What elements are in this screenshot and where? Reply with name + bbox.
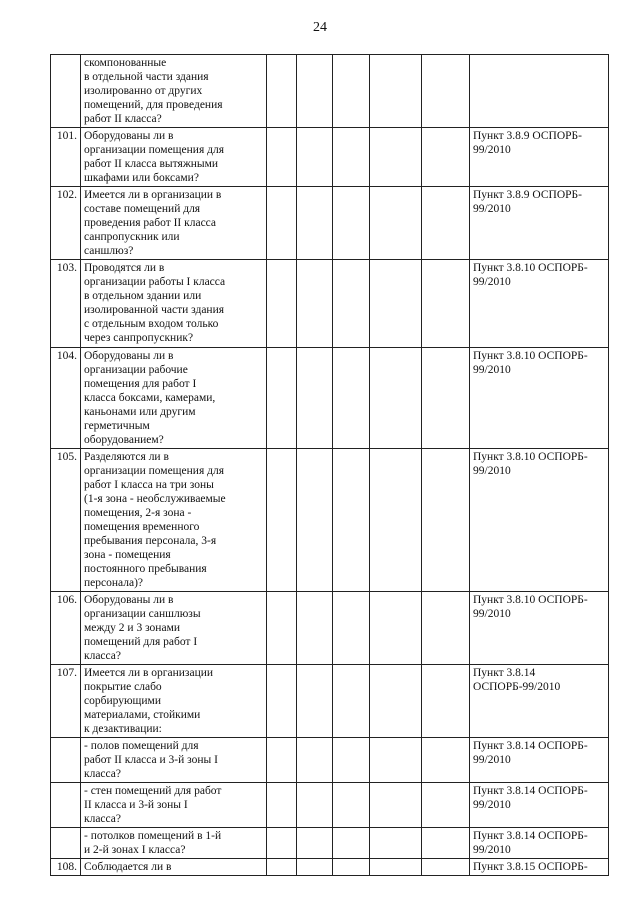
row-number <box>51 828 81 859</box>
answer-cell <box>422 828 470 859</box>
table-row <box>51 348 609 449</box>
answer-cell <box>297 128 333 187</box>
answer-cell <box>422 128 470 187</box>
row-number: 103. <box>51 260 81 348</box>
answer-cell <box>370 592 422 665</box>
answer-cell <box>267 592 297 665</box>
row-number: 101. <box>51 128 81 187</box>
answer-cell <box>267 738 297 783</box>
answer-cell <box>422 859 470 876</box>
answer-cell <box>422 665 470 738</box>
answer-cell <box>267 128 297 187</box>
answer-cell <box>422 449 470 592</box>
answer-cell <box>297 592 333 665</box>
question-text: - стен помещений для работ II класса и 3-й зоны I класса? <box>81 783 267 828</box>
answer-cell <box>333 55 370 128</box>
answer-cell <box>333 348 370 449</box>
question-text: Имеется ли в организации в составе помещений для проведения работ II класса санпропускник или саншлюз? <box>81 187 267 260</box>
table-row <box>51 55 609 128</box>
answer-cell <box>333 128 370 187</box>
row-number: 102. <box>51 187 81 260</box>
answer-cell <box>267 55 297 128</box>
answer-cell <box>297 783 333 828</box>
table-row <box>51 592 609 665</box>
answer-cell <box>333 828 370 859</box>
answer-cell <box>333 449 370 592</box>
answer-cell <box>297 55 333 128</box>
answer-cell <box>267 828 297 859</box>
question-text: Оборудованы ли в организации рабочие помещения для работ I класса боксами, камерами, каньонами или другим герметичным оборудованием? <box>81 348 267 449</box>
answer-cell <box>422 738 470 783</box>
question-text: Соблюдается ли в <box>81 859 267 876</box>
answer-cell <box>422 260 470 348</box>
reference-text: Пункт 3.8.15 ОСПОРБ- <box>470 859 609 876</box>
answer-cell <box>370 828 422 859</box>
answer-cell <box>297 260 333 348</box>
answer-cell <box>333 859 370 876</box>
reference-text: Пункт 3.8.10 ОСПОРБ- 99/2010 <box>470 592 609 665</box>
answer-cell <box>370 348 422 449</box>
question-text: Оборудованы ли в организации саншлюзы между 2 и 3 зонами помещений для работ I класса? <box>81 592 267 665</box>
question-text: Проводятся ли в организации работы I класса в отдельном здании или изолированной части здания с отдельным входом только через санпропускник? <box>81 260 267 348</box>
answer-cell <box>370 55 422 128</box>
table-row <box>51 260 609 348</box>
reference-text: Пункт 3.8.9 ОСПОРБ- 99/2010 <box>470 128 609 187</box>
reference-text: Пункт 3.8.10 ОСПОРБ- 99/2010 <box>470 449 609 592</box>
row-number <box>51 55 81 128</box>
row-number: 107. <box>51 665 81 738</box>
row-number <box>51 738 81 783</box>
reference-text: Пункт 3.8.14 ОСПОРБ- 99/2010 <box>470 828 609 859</box>
answer-cell <box>267 348 297 449</box>
answer-cell <box>370 738 422 783</box>
answer-cell <box>370 260 422 348</box>
answer-cell <box>267 187 297 260</box>
answer-cell <box>370 859 422 876</box>
row-number: 106. <box>51 592 81 665</box>
answer-cell <box>297 859 333 876</box>
answer-cell <box>370 128 422 187</box>
answer-cell <box>267 449 297 592</box>
answer-cell <box>297 665 333 738</box>
answer-cell <box>370 187 422 260</box>
reference-text: Пункт 3.8.10 ОСПОРБ- 99/2010 <box>470 348 609 449</box>
answer-cell <box>370 783 422 828</box>
answer-cell <box>333 592 370 665</box>
answer-cell <box>422 55 470 128</box>
table-row <box>51 738 609 783</box>
answer-cell <box>297 449 333 592</box>
answer-cell <box>267 665 297 738</box>
answer-cell <box>267 859 297 876</box>
table-row <box>51 128 609 187</box>
question-text: - потолков помещений в 1-й и 2-й зонах I класса? <box>81 828 267 859</box>
page-number: 24 <box>313 20 327 35</box>
answer-cell <box>422 348 470 449</box>
reference-text: Пункт 3.8.14 ОСПОРБ-99/2010 <box>470 665 609 738</box>
row-number: 104. <box>51 348 81 449</box>
table-row <box>51 828 609 859</box>
checklist-table <box>50 54 609 876</box>
question-text: скомпонованные в отдельной части здания изолированно от других помещений, для проведения работ II класса? <box>81 55 267 128</box>
table-row <box>51 665 609 738</box>
question-text: Разделяются ли в организации помещения для работ I класса на три зоны (1-я зона - необслуживаемые помещения, 2-я зона - помещения временного пребывания персонала, 3-я зона - помещения постоянного пребывания персонала)? <box>81 449 267 592</box>
row-number: 108. <box>51 859 81 876</box>
question-text: - полов помещений для работ II класса и 3-й зоны I класса? <box>81 738 267 783</box>
table-row <box>51 187 609 260</box>
question-text: Имеется ли в организации покрытие слабо сорбирующими материалами, стойкими к дезактивации: <box>81 665 267 738</box>
table-row <box>51 783 609 828</box>
answer-cell <box>422 187 470 260</box>
question-text: Оборудованы ли в организации помещения для работ II класса вытяжными шкафами или боксами? <box>81 128 267 187</box>
row-number: 105. <box>51 449 81 592</box>
answer-cell <box>333 738 370 783</box>
row-number <box>51 783 81 828</box>
reference-text: Пункт 3.8.14 ОСПОРБ- 99/2010 <box>470 738 609 783</box>
answer-cell <box>333 665 370 738</box>
answer-cell <box>297 187 333 260</box>
answer-cell <box>267 260 297 348</box>
answer-cell <box>297 738 333 783</box>
answer-cell <box>333 187 370 260</box>
answer-cell <box>370 665 422 738</box>
reference-text: Пункт 3.8.10 ОСПОРБ- 99/2010 <box>470 260 609 348</box>
answer-cell <box>422 783 470 828</box>
reference-text <box>470 55 609 128</box>
answer-cell <box>333 260 370 348</box>
reference-text: Пункт 3.8.9 ОСПОРБ- 99/2010 <box>470 187 609 260</box>
answer-cell <box>297 828 333 859</box>
answer-cell <box>333 783 370 828</box>
answer-cell <box>267 783 297 828</box>
answer-cell <box>370 449 422 592</box>
reference-text: Пункт 3.8.14 ОСПОРБ- 99/2010 <box>470 783 609 828</box>
table-row <box>51 859 609 876</box>
answer-cell <box>297 348 333 449</box>
answer-cell <box>422 592 470 665</box>
table-row <box>51 449 609 592</box>
